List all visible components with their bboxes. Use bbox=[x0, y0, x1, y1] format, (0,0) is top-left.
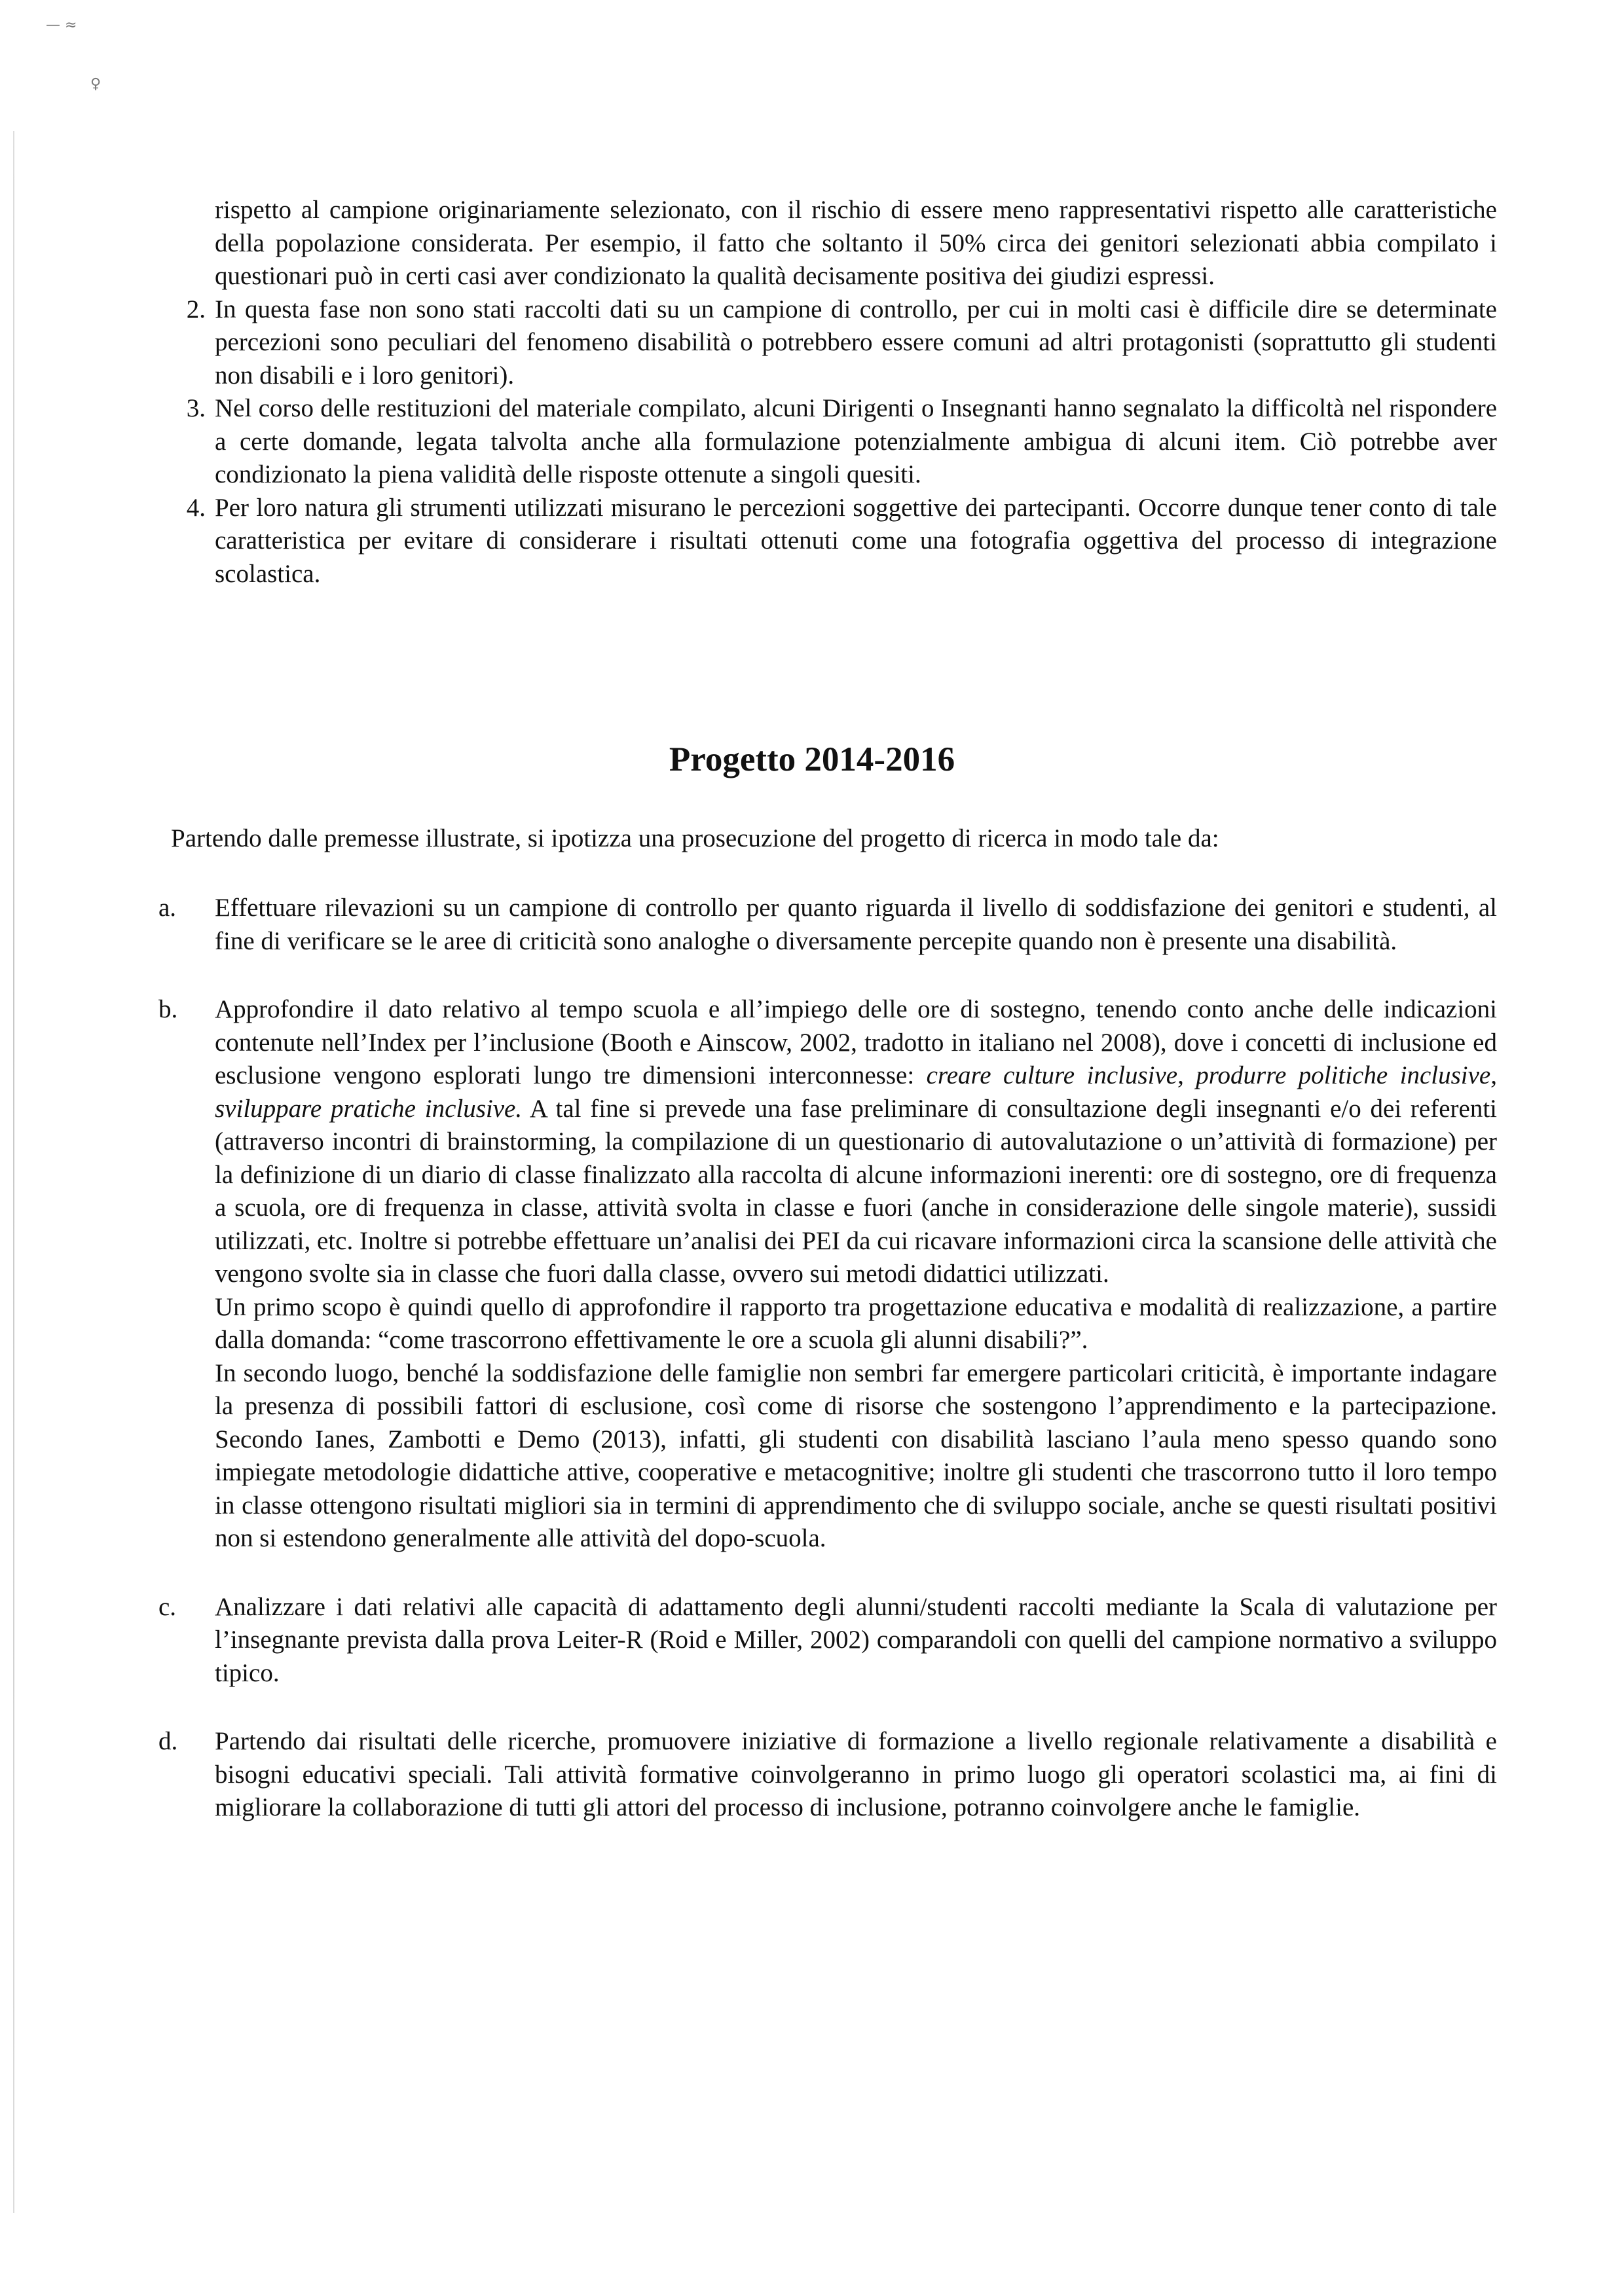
goal-item-c bbox=[158, 1591, 1497, 1690]
limit-text: Per loro natura gli strumenti utilizzati misurano le percezioni soggettive dei partecipanti. Occorre dunque tener conto di tale caratteristica per evitare di considerare i risultati ottenuti come una fotografia oggettiva del processo di integrazione scolastica. bbox=[215, 493, 1497, 588]
limit-text: In questa fase non sono stati raccolti dati su un campione di controllo, per cui in molti casi è difficile dire se determinate percezioni sono peculiari del fenomeno disabilità o potrebbero essere comuni ad altri protagonisti (soprattutto gli studenti non disabili e i loro genitori). bbox=[215, 295, 1497, 390]
limit-number: 3. bbox=[186, 394, 206, 422]
goal-item-d bbox=[158, 1725, 1497, 1825]
goal-letter: a. bbox=[158, 894, 177, 922]
limit-number: 4. bbox=[186, 493, 206, 522]
goals-list bbox=[158, 892, 1497, 1860]
scan-left-border bbox=[13, 131, 14, 2213]
limits-section bbox=[186, 194, 1497, 591]
goal-letter: c. bbox=[158, 1592, 177, 1621]
limit-item bbox=[186, 392, 1497, 492]
limit-text: Nel corso delle restituzioni del materiale compilato, alcuni Dirigenti o Insegnanti hanno segnalato la difficoltà nel rispondere a certe domande, legata talvolta anche alla formulazione potenzialmente ambigua di alcuni item. Ciò potrebbe aver condizionato la piena validità delle risposte ottenute a singoli quesiti. bbox=[215, 394, 1497, 488]
scan-mark-top: — ≈ bbox=[46, 17, 77, 33]
goal-b-paragraph-2: Un primo scopo è quindi quello di approfondire il rapporto tra progettazione educativa e modalità di realizzazione, a partire dalla domanda: “come trascorrono effettivamente le ore a scuola gli alunni disabili?”. bbox=[215, 1292, 1497, 1354]
goal-b-paragraph-3: In secondo luogo, benché la soddisfazione delle famiglie non sembri far emergere particolari criticità, è importante indagare la presenza di possibili fattori di esclusione, così come di risorse che sostengono l’apprendimento e la partecipazione. Secondo Ianes, Zambotti e Demo (2013), infatti, gli studenti con disabilità lasciano l’aula meno spesso quando sono impiegate metodologie didattiche attive, cooperative e metacognitive; inoltre gli studenti che trascorrono tutto il loro tempo in classe ottengono risultati migliori sia in termini di apprendimento che di sviluppo sociale, anche se questi risultati positivi non si estendono generalmente alle attività del dopo-scuola. bbox=[215, 1358, 1497, 1552]
limit-1-continuation: rispetto al campione originariamente selezionato, con il rischio di essere meno rappresentativi rispetto alle caratteristiche della popolazione considerata. Per esempio, il fatto che soltanto il 50% circa dei genitori selezionati abbia compilato i questionari può in certi casi aver condizionato la qualità decisamente positiva dei giudizi espressi. bbox=[215, 196, 1497, 290]
section-intro: Partendo dalle premesse illustrate, si ipotizza una prosecuzione del progetto di ricerca in modo tale da: bbox=[171, 824, 1219, 852]
goal-text: Partendo dai risultati delle ricerche, promuovere iniziative di formazione a livello regionale relativamente a disabilità e bisogni educativi speciali. Tali attività formative coinvolgeranno in primo luogo gli operatori scolastici ma, ai fini di migliorare la collaborazione di tutti gli attori del processo di inclusione, potranno coinvolgere anche le famiglie. bbox=[215, 1727, 1497, 1821]
goal-item-b bbox=[158, 993, 1497, 1556]
goal-b-paragraph-1 bbox=[215, 993, 1497, 1291]
goal-b-text-before: Approfondire il dato relativo al tempo scuola e all’impiego delle ore di sostegno, tenendo conto anche delle indicazioni contenute nell’Index per l’inclusione (Booth e Ainscow, 2002, tradotto in italiano nel 2008), dove i concetti di inclusione ed esclusione vengono esplorati lungo tre dimensioni interconnesse: bbox=[215, 995, 1497, 1089]
goal-item-a bbox=[158, 892, 1497, 958]
goal-text: Effettuare rilevazioni su un campione di controllo per quanto riguarda il livello di soddisfazione dei genitori e studenti, al fine di verificare se le aree di criticità sono analoghe o diversamente percepite quando non è presente una disabilità. bbox=[215, 894, 1497, 955]
limit-item bbox=[186, 293, 1497, 393]
limit-number: 2. bbox=[186, 295, 206, 323]
limits-list bbox=[186, 293, 1497, 591]
goal-b-italic-dimensions: creare culture inclusive, produrre politiche inclusive, sviluppare pratiche inclusive. bbox=[215, 1061, 1497, 1123]
goal-b-text-after: A tal fine si prevede una fase preliminare di consultazione degli insegnanti e/o dei referenti (attraverso incontri di brainstorming, la compilazione di un questionario di autovalutazione o un’attività di formazione) per la definizione di un diario di classe finalizzato alla raccolta di alcune informazioni inerenti: ore di sostegno, ore di frequenza a scuola, ore di frequenza in classe, attività svolta in classe e fuori (anche in considerazione delle singole materie), sussidi utilizzati, etc. Inoltre si potrebbe effettuare un’analisi dei PEI da cui ricavare informazioni circa la scansione delle attività che vengono svolte sia in classe che fuori dalla classe, ovvero sui metodi didattici utilizzati. bbox=[215, 1094, 1497, 1288]
goal-letter: b. bbox=[158, 995, 178, 1023]
goal-text: Analizzare i dati relativi alle capacità di adattamento degli alunni/studenti raccolti mediante la Scala di valutazione per l’insegnante prevista dalla prova Leiter-R (Roid e Miller, 2002) comparandoli con quelli del campione normativo a sviluppo tipico. bbox=[215, 1592, 1497, 1687]
scan-mark-symbol: ♀ bbox=[90, 76, 101, 92]
limit-item bbox=[186, 492, 1497, 591]
section-title: Progetto 2014-2016 bbox=[669, 740, 955, 778]
goal-letter: d. bbox=[158, 1727, 178, 1755]
